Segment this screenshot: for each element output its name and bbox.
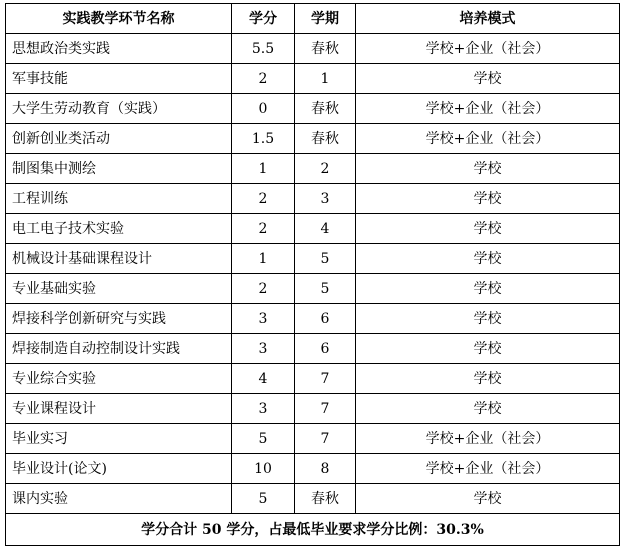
semester-cell: 1 (295, 64, 356, 94)
training-mode-cell: 学校 (356, 64, 620, 94)
training-mode-cell: 学校+企业（社会） (356, 124, 620, 154)
credits-cell: 1 (232, 244, 295, 274)
course-name-cell: 毕业设计(论文) (6, 454, 232, 484)
table-row (6, 124, 620, 154)
summary-row (6, 514, 620, 546)
course-name-cell: 专业综合实验 (6, 364, 232, 394)
credits-cell: 2 (232, 64, 295, 94)
course-name-cell: 电工电子技术实验 (6, 214, 232, 244)
course-name-cell: 创新创业类活动 (6, 124, 232, 154)
credits-cell: 1.5 (232, 124, 295, 154)
credits-cell: 3 (232, 394, 295, 424)
header-cell-semester: 学期 (295, 4, 356, 34)
credits-cell: 3 (232, 334, 295, 364)
table-row (6, 154, 620, 184)
header-cell-credits: 学分 (232, 4, 295, 34)
table-header (6, 4, 620, 34)
training-mode-cell: 学校 (356, 364, 620, 394)
semester-cell: 7 (295, 424, 356, 454)
training-mode-cell: 学校 (356, 244, 620, 274)
table-row (6, 364, 620, 394)
table-row (6, 274, 620, 304)
table-row (6, 214, 620, 244)
training-mode-cell: 学校 (356, 214, 620, 244)
credits-cell: 1 (232, 154, 295, 184)
semester-cell: 春秋 (295, 484, 356, 514)
table-footer (6, 514, 620, 546)
credits-cell: 2 (232, 274, 295, 304)
semester-cell: 4 (295, 214, 356, 244)
semester-cell: 春秋 (295, 34, 356, 64)
course-name-cell: 工程训练 (6, 184, 232, 214)
training-mode-cell: 学校 (356, 484, 620, 514)
training-mode-cell: 学校 (356, 394, 620, 424)
semester-cell: 7 (295, 394, 356, 424)
credits-cell: 2 (232, 184, 295, 214)
semester-cell: 8 (295, 454, 356, 484)
table-row (6, 394, 620, 424)
credits-cell: 2 (232, 214, 295, 244)
course-name-cell: 制图集中测绘 (6, 154, 232, 184)
table-row (6, 94, 620, 124)
credits-cell: 5.5 (232, 34, 295, 64)
credits-cell: 0 (232, 94, 295, 124)
course-name-cell: 毕业实习 (6, 424, 232, 454)
course-name-cell: 课内实验 (6, 484, 232, 514)
course-name-cell: 大学生劳动教育（实践） (6, 94, 232, 124)
semester-cell: 6 (295, 334, 356, 364)
course-name-cell: 焊接制造自动控制设计实践 (6, 334, 232, 364)
table-body (6, 34, 620, 514)
header-row (6, 4, 620, 34)
course-name-cell: 机械设计基础课程设计 (6, 244, 232, 274)
credits-cell: 4 (232, 364, 295, 394)
semester-cell: 3 (295, 184, 356, 214)
course-name-cell: 军事技能 (6, 64, 232, 94)
table-row (6, 244, 620, 274)
practice-course-table (5, 3, 620, 546)
credits-cell: 10 (232, 454, 295, 484)
training-mode-cell: 学校 (356, 184, 620, 214)
table-row (6, 424, 620, 454)
credits-cell: 5 (232, 484, 295, 514)
table-row (6, 484, 620, 514)
credits-cell: 5 (232, 424, 295, 454)
table-row (6, 454, 620, 484)
semester-cell: 6 (295, 304, 356, 334)
table-row (6, 304, 620, 334)
table-row (6, 34, 620, 64)
table-row (6, 64, 620, 94)
training-mode-cell: 学校+企业（社会） (356, 94, 620, 124)
training-mode-cell: 学校+企业（社会） (356, 34, 620, 64)
header-cell-mode: 培养模式 (356, 4, 620, 34)
training-mode-cell: 学校 (356, 334, 620, 364)
training-mode-cell: 学校 (356, 304, 620, 334)
table-row (6, 184, 620, 214)
training-mode-cell: 学校 (356, 274, 620, 304)
header-cell-name: 实践教学环节名称 (6, 4, 232, 34)
training-mode-cell: 学校+企业（社会） (356, 424, 620, 454)
semester-cell: 5 (295, 274, 356, 304)
semester-cell: 春秋 (295, 94, 356, 124)
semester-cell: 2 (295, 154, 356, 184)
semester-cell: 7 (295, 364, 356, 394)
semester-cell: 春秋 (295, 124, 356, 154)
credit-summary: 学分合计 50 学分，占最低毕业要求学分比例：30.3% (6, 514, 620, 546)
course-name-cell: 思想政治类实践 (6, 34, 232, 64)
course-name-cell: 专业基础实验 (6, 274, 232, 304)
semester-cell: 5 (295, 244, 356, 274)
table-row (6, 334, 620, 364)
credits-cell: 3 (232, 304, 295, 334)
practice-course-table-container (5, 3, 620, 546)
course-name-cell: 专业课程设计 (6, 394, 232, 424)
training-mode-cell: 学校+企业（社会） (356, 454, 620, 484)
training-mode-cell: 学校 (356, 154, 620, 184)
course-name-cell: 焊接科学创新研究与实践 (6, 304, 232, 334)
